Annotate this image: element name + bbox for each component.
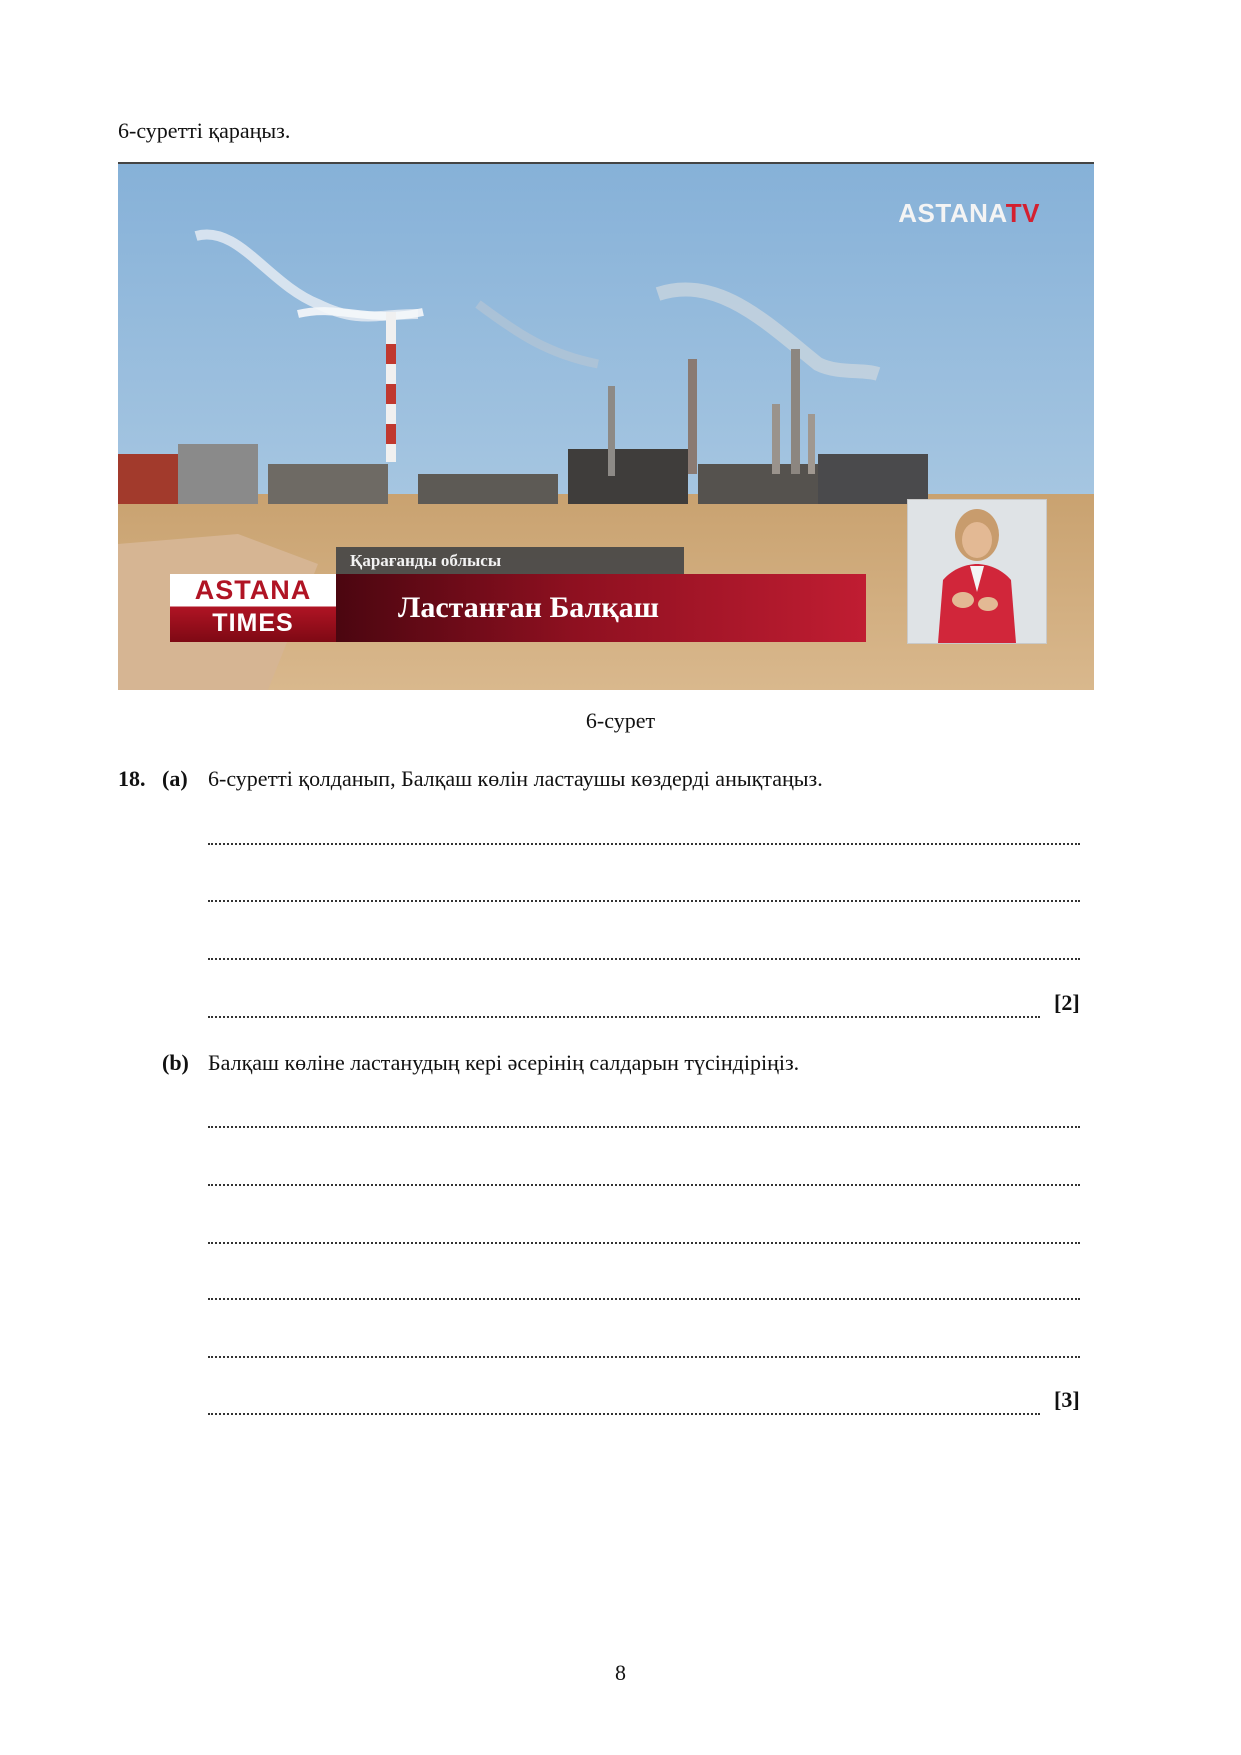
answer-line-a3[interactable]: [208, 958, 1080, 960]
answer-line-b3[interactable]: [208, 1242, 1080, 1244]
intro-text: 6-суретті қараңыз.: [118, 118, 291, 143]
region-caption: Қарағанды облысы: [336, 547, 684, 574]
page-number: 8: [615, 1660, 626, 1685]
figure-caption: 6-сурет: [585, 708, 656, 733]
station-logo-main: ASTANA: [898, 198, 1006, 228]
astana-tv-logo: [898, 198, 1040, 229]
answer-line-b6[interactable]: [208, 1413, 1040, 1415]
show-logo-line1: ASTANA: [194, 575, 312, 605]
part-a-label: (a): [162, 766, 188, 791]
show-logo-line2: TIMES: [212, 609, 294, 637]
part-a-question: 6-суретті қолданып, Балқаш көлін ластаушы көздерді анықтаңыз.: [208, 766, 823, 791]
interpreter-icon: [908, 500, 1046, 643]
question-number: 18.: [118, 766, 146, 791]
answer-line-a2[interactable]: [208, 900, 1080, 902]
answer-line-a4[interactable]: [208, 1016, 1040, 1018]
part-b-question: Балқаш көліне ластанудың кері әсерінің салдарын түсіндіріңіз.: [208, 1050, 800, 1075]
part-b-label: (b): [162, 1050, 189, 1075]
answer-line-b5[interactable]: [208, 1356, 1080, 1358]
answer-line-b1[interactable]: [208, 1126, 1080, 1128]
answer-line-b4[interactable]: [208, 1298, 1080, 1300]
sign-language-interpreter-inset: [907, 499, 1047, 644]
part-b-marks: [3]: [1054, 1387, 1080, 1412]
figure-6-photo: [118, 162, 1094, 690]
station-logo-accent: TV: [1005, 198, 1040, 228]
news-headline: Ластанған Балқаш: [336, 574, 866, 642]
answer-line-a1[interactable]: [208, 843, 1080, 845]
astana-times-logo: [170, 574, 336, 642]
answer-line-b2[interactable]: [208, 1184, 1080, 1186]
part-a-marks: [2]: [1054, 990, 1080, 1015]
